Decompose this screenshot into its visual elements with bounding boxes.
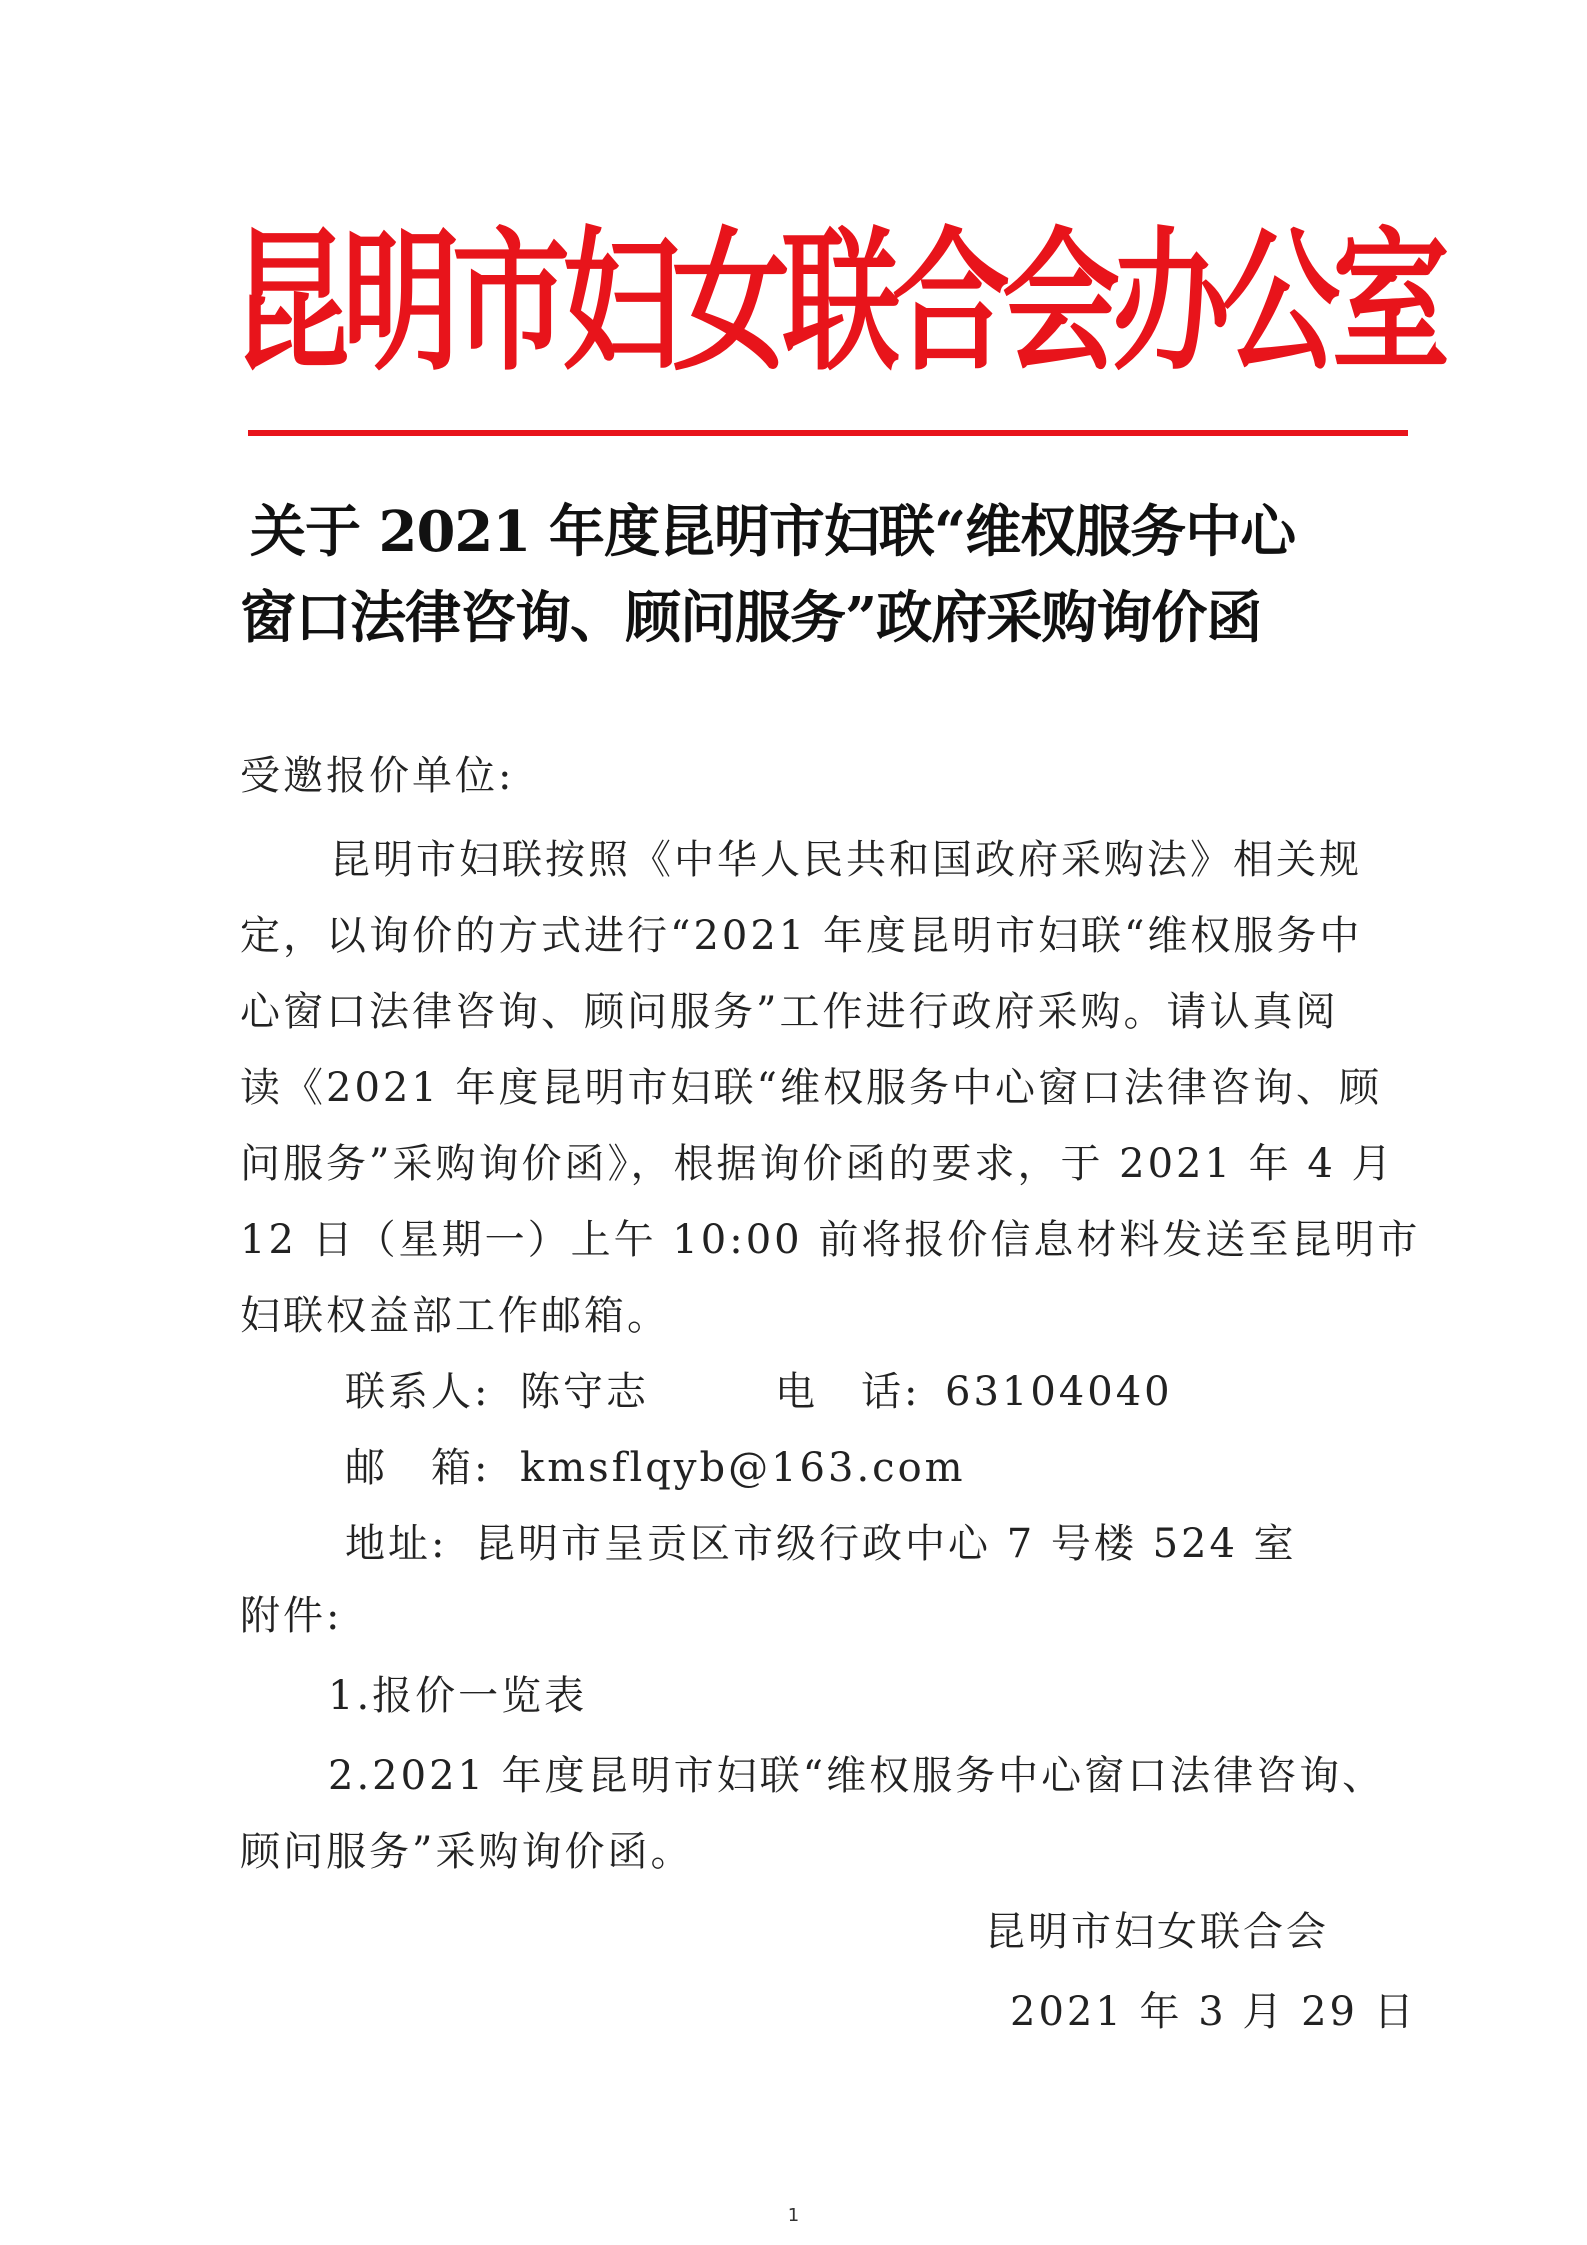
signature-date: 2021 年 3 月 29 日 [1010,1989,1417,2035]
signature-organization: 昆明市妇女联合会 [985,1909,1329,1955]
body-line: 问服务”采购询价函》，根据询价函的要求，于 2021 年 4 月 [240,1141,1395,1187]
attachments-label: 附件: [240,1593,343,1639]
contact-phone-value: 63104040 [945,1369,1173,1415]
body-line: 妇联权益部工作邮箱。 [240,1293,670,1339]
contact-person-value: 陈守志 [520,1369,649,1415]
body-line: 12 日（星期一）上午 10:00 前将报价信息材料发送至昆明市 [240,1217,1421,1263]
contact-email-label: 邮 箱: [345,1445,491,1491]
red-divider-rule [248,430,1408,436]
body-line: 读《2021 年度昆明市妇联“维权服务中心窗口法律咨询、顾 [240,1065,1382,1111]
attachment-item-1: 1.报价一览表 [328,1673,588,1719]
body-line: 昆明市妇联按照《中华人民共和国政府采购法》相关规 [330,837,1362,883]
contact-person-label: 联系人: [345,1369,491,1415]
contact-phone-label: 电 话: [775,1369,921,1415]
attachment-item-2-continued: 顾问服务”采购询价函。 [240,1829,694,1875]
masthead: 昆明市妇女联合会办公室 [232,212,1443,392]
page-number: 1 [787,2205,800,2226]
salutation: 受邀报价单位: [240,753,515,799]
body-line: 心窗口法律咨询、顾问服务”工作进行政府采购。请认真阅 [240,989,1339,1035]
document-title-line-1: 关于 2021 年度昆明市妇联“维权服务中心 [250,499,1296,565]
contact-email-value: kmsflqyb@163.com [520,1445,966,1491]
contact-address-label: 地址: [345,1521,448,1567]
document-title-line-2: 窗口法律咨询、顾问服务”政府采购询价函 [240,585,1262,651]
contact-address-value: 昆明市呈贡区市级行政中心 7 号楼 524 室 [475,1521,1297,1567]
body-line: 定，以询价的方式进行“2021 年度昆明市妇联“维权服务中 [240,913,1363,959]
attachment-item-2: 2.2021 年度昆明市妇联“维权服务中心窗口法律咨询、 [328,1753,1386,1799]
